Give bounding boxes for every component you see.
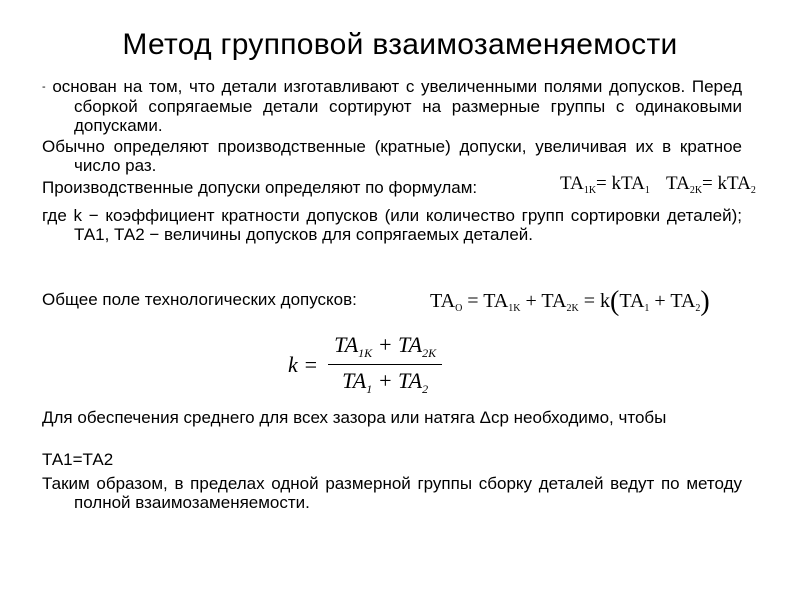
intro-dash: - bbox=[42, 81, 46, 93]
intro-text: основан на том, что детали изготавливают с увеличенными полями допусков. Перед сборкой сопрягаемые детали сортируют на размерные группы с одинаковыми допусками. bbox=[52, 77, 742, 135]
formula-ta2k: $TA_{2K}= kTA_2$ bbox=[666, 173, 756, 196]
formula-ta1k: $TA_{1K}= kTA_1$ bbox=[560, 173, 650, 196]
paragraph-total-field: Общее поле технологических допусков: bbox=[42, 290, 357, 309]
fraction-denominator: $TA_1 + TA_2$ bbox=[342, 368, 429, 396]
paragraph-k-definition: где k − коэффициент кратности допусков (или количество групп сортировки деталей); ТА1, ТА2 − величины допусков для сопрягаемых деталей. bbox=[42, 206, 742, 244]
paragraph-conclusion: Таким образом, в пределах одной размерной группы сборку деталей ведут по методу полной взаимозаменяемости. bbox=[42, 474, 742, 512]
paragraph-formulas-intro: Производственные допуски определяют по формулам: bbox=[42, 178, 478, 197]
paragraph-intro bbox=[42, 77, 742, 135]
paragraph-equality: ТА1=ТА2 bbox=[42, 450, 114, 469]
fraction-numerator: $TA_{1K} + TA_{2K}$ bbox=[334, 332, 437, 360]
formula-total-tolerance: $TA_O = TA_{1K} + TA_{2K} = k(TA_1 + TA_2)$ bbox=[430, 286, 710, 317]
formula-k-fraction: k = $\frac{TA_{1K} + TA_{2K}}{TA_1 + TA_2}$ bbox=[288, 332, 442, 397]
fraction-bar bbox=[328, 364, 442, 365]
paragraph-multiple-tolerances: Обычно определяют производственные (кратные) допуски, увеличивая их в кратное число раз. bbox=[42, 137, 742, 175]
paragraph-gap-condition: Для обеспечения среднего для всех зазора или натяга Δср необходимо, чтобы bbox=[42, 408, 667, 427]
slide-title: Метод групповой взаимозаменяемости bbox=[122, 28, 678, 61]
